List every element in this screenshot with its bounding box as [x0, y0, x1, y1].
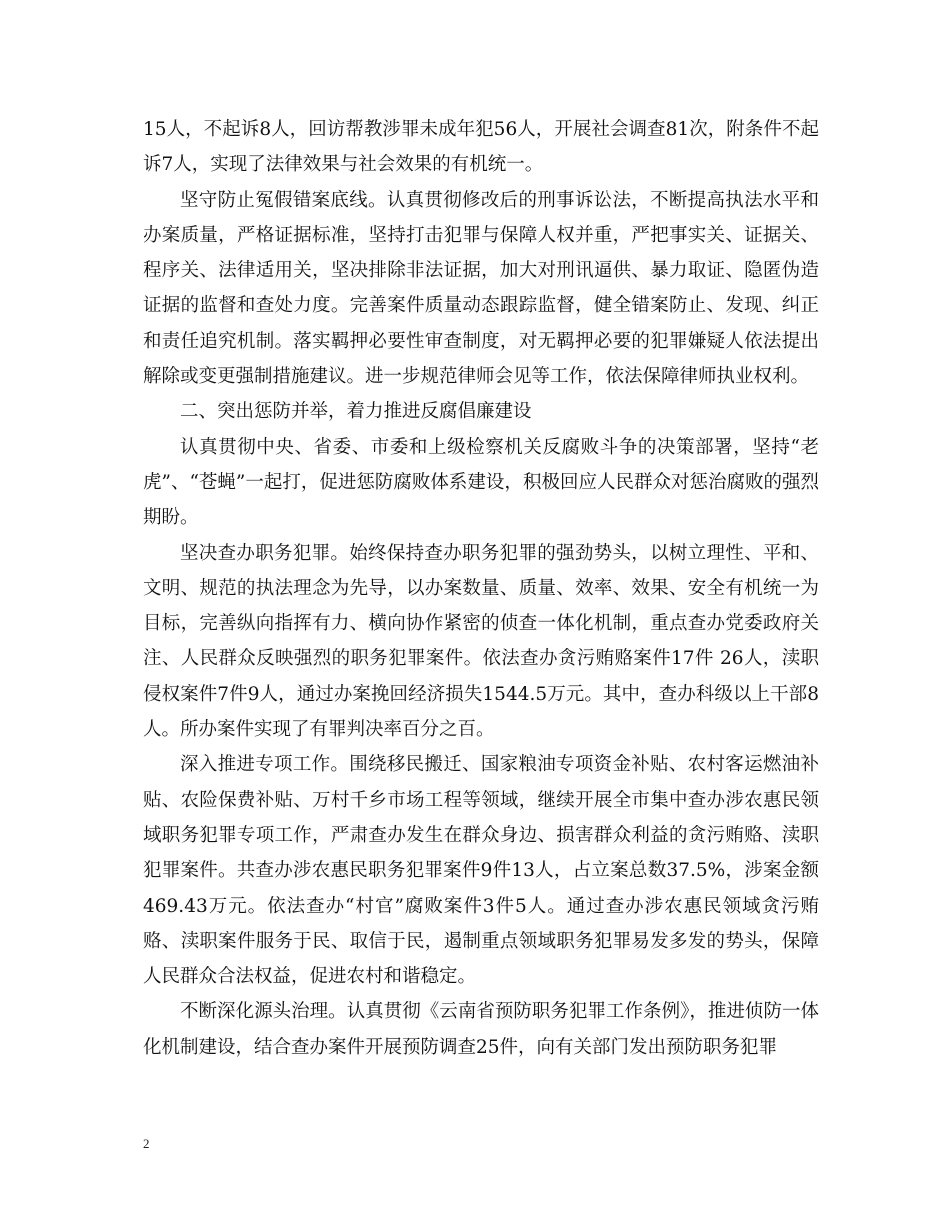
document-body	[143, 112, 819, 1065]
paragraph-continuation: 15人，不起诉8人，回访帮教涉罪未成年犯56人，开展社会调查81次，附条件不起诉7人，实现了法律效果与社会效果的有机统一。	[143, 119, 819, 176]
paragraph-anti-corruption-intro: 认真贯彻中央、省委、市委和上级检察机关反腐败斗争的决策部署，坚持“老虎”、“苍蝇”一起打，促进惩防腐败体系建设，积极回应人民群众对惩治腐败的强烈期盼。	[143, 436, 819, 529]
paragraph-investigate-crimes: 坚决查办职务犯罪。始终保持查办职务犯罪的强劲势头，以树立理性、平和、文明、规范的执法理念为先导，以办案数量、质量、效率、效果、安全有机统一为目标，完善纵向指挥有力、横向协作紧密的侦查一体化机制，重点查办党委政府关注、人民群众反映强烈的职务犯罪案件。依法查办贪污贿赂案件17件 26人，渎职侵权案件7件9人，通过办案挽回经济损失1544.5万元。其中，查办科级以上干部8人。所办案件实现了有罪判决率百分之百。	[143, 542, 819, 741]
page-number: 2	[143, 1136, 150, 1151]
paragraph-special-work: 深入推进专项工作。围绕移民搬迁、国家粮油专项资金补贴、农村客运燃油补贴、农险保费补贴、万村千乡市场工程等领域，继续开展全市集中查办涉农惠民领域职务犯罪专项工作，严肃查办发生在群众身边、损害群众利益的贪污贿赂、渎职犯罪案件。共查办涉农惠民职务犯罪案件9件13人，占立案总数37.5%，涉案金额469.43万元。依法查办“村官”腐败案件3件5人。通过查办涉农惠民领域贪污贿赂、渎职案件服务于民、取信于民，遏制重点领域职务犯罪易发多发的势头，保障人民群众合法权益，促进农村和谐稳定。	[143, 754, 819, 988]
section-heading: 二、突出惩防并举，着力推进反腐倡廉建设	[180, 401, 532, 423]
paragraph-source-governance: 不断深化源头治理。认真贯彻《云南省预防职务犯罪工作条例》，推进侦防一体化机制建设，结合查办案件开展预防调查25件，向有关部门发出预防职务犯罪	[143, 1001, 819, 1058]
paragraph-wrongful-conviction-prevention: 坚守防止冤假错案底线。认真贯彻修改后的刑事诉讼法，不断提高执法水平和办案质量，严格证据标准，坚持打击犯罪与保障人权并重，严把事实关、证据关、程序关、法律适用关，坚决排除非法证据，加大对刑讯逼供、暴力取证、隐匿伪造证据的监督和查处力度。完善案件质量动态跟踪监督，健全错案防止、发现、纠正和责任追究机制。落实羁押必要性审查制度，对无羁押必要的犯罪嫌疑人依法提出解除或变更强制措施建议。进一步规范律师会见等工作，依法保障律师执业权利。	[143, 189, 819, 388]
